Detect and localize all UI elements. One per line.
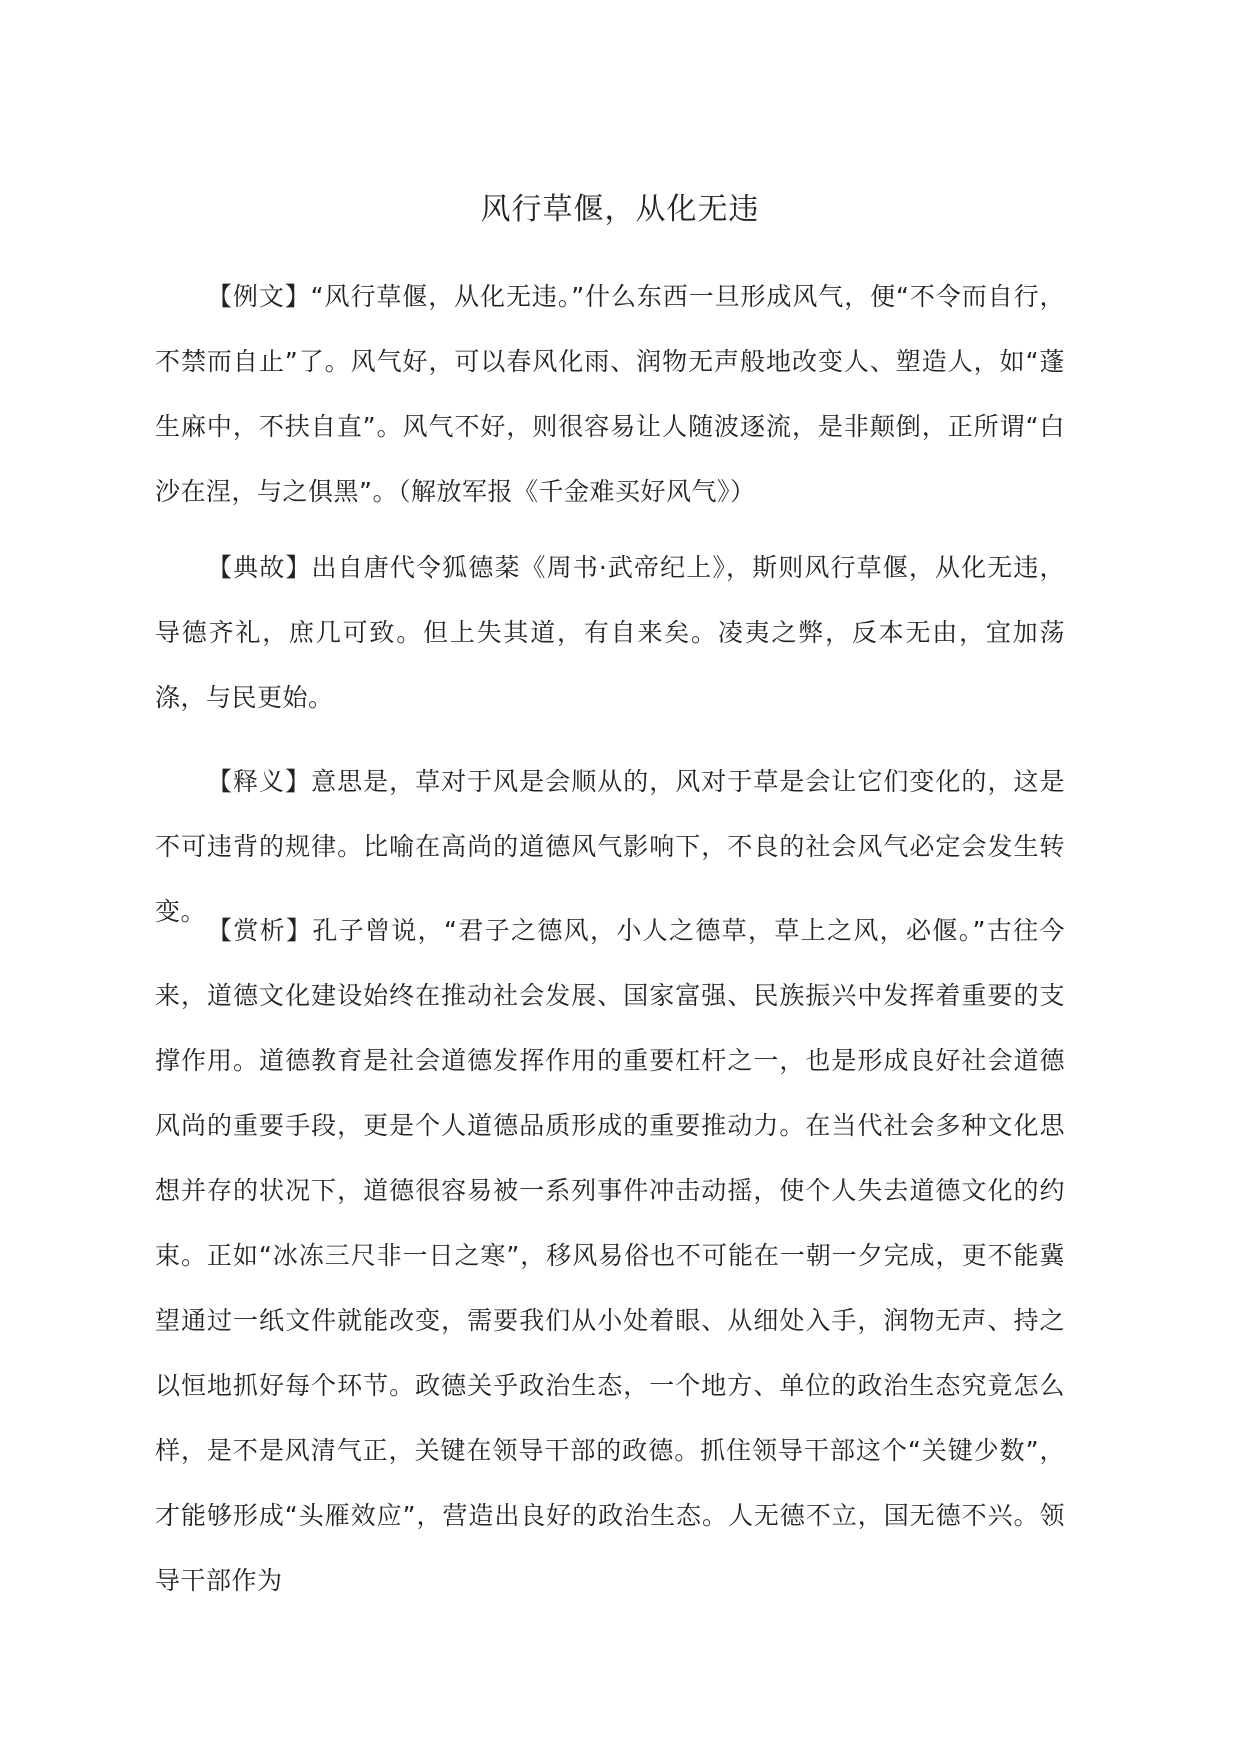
section-tag: 【典故】 bbox=[207, 553, 312, 582]
section-text: 出自唐代令狐德棻《周书·武帝纪上》，斯则风行草偃，从化无违，导德齐礼，庶几可致。但上失其道，有自来矣。凌夷之弊，反本无由，宜加荡涤，与民更始。 bbox=[155, 553, 1065, 712]
section-origin bbox=[155, 535, 1065, 730]
section-analysis bbox=[155, 898, 1065, 1613]
document-title: 风行草偃，从化无违 bbox=[480, 192, 760, 227]
section-tag: 【释义】 bbox=[207, 767, 312, 796]
section-text: 孔子曾说，“君子之德风，小人之德草，草上之风，必偃。”古往今来，道德文化建设始终在推动社会发展、国家富强、民族振兴中发挥着重要的支撑作用。道德教育是社会道德发挥作用的重要杠杆之一，也是形成良好社会道德风尚的重要手段，更是个人道德品质形成的重要推动力。在当代社会多种文化思想并存的状况下，道德很容易被一系列事件冲击动摇，使个人失去道德文化的约束。正如“冰冻三尺非一日之寒”，移风易俗也不可能在一朝一夕完成，更不能冀望通过一纸文件就能改变，需要我们从小处着眼、从细处入手，润物无声、持之以恒地抓好每个环节。政德关乎政治生态，一个地方、单位的政治生态究竟怎么样，是不是风清气正，关键在领导干部的政德。抓住领导干部这个“关键少数”，才能够形成“头雁效应”，营造出良好的政治生态。人无德不立，国无德不兴。领导干部作为 bbox=[155, 916, 1065, 1595]
section-tag: 【赏析】 bbox=[207, 916, 313, 945]
section-tag: 【例文】 bbox=[207, 282, 311, 311]
section-example bbox=[155, 264, 1065, 524]
section-text: “风行草偃，从化无违。”什么东西一旦形成风气，便“不令而自行，不禁而自止”了。风气好，可以春风化雨、润物无声般地改变人、塑造人，如“蓬生麻中，不扶自直”。风气不好，则很容易让人随波逐流，是非颠倒，正所谓“白沙在涅，与之俱黑”。（解放军报《千金难买好风气》） bbox=[155, 282, 1065, 506]
section-text: 意思是，草对于风是会顺从的，风对于草是会让它们变化的，这是不可违背的规律。比喻在高尚的道德风气影响下，不良的社会风气必定会发生转变。 bbox=[155, 767, 1065, 926]
